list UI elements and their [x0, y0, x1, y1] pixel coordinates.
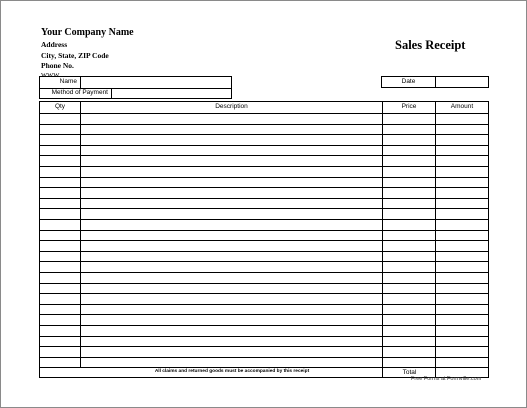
document-title: Sales Receipt — [395, 38, 466, 52]
row-divider — [40, 325, 488, 326]
row-divider — [40, 155, 488, 156]
header-amount: Amount — [450, 103, 474, 110]
row-divider — [40, 219, 488, 220]
row-divider — [40, 314, 488, 315]
row-divider — [40, 336, 488, 337]
company-block — [41, 27, 134, 82]
company-web: WWW — [41, 71, 60, 79]
formville-credit: Free Forms at Formville.com — [411, 376, 482, 382]
customer-info-box — [39, 76, 232, 99]
qty-column-divider — [80, 102, 81, 367]
row-divider — [40, 293, 488, 294]
row-divider — [40, 251, 488, 252]
company-city: City, State, ZIP Code — [41, 50, 109, 60]
date-label: Date — [382, 77, 436, 87]
row-divider — [40, 357, 488, 358]
row-divider — [40, 113, 488, 114]
total-label: Total — [402, 369, 417, 376]
row-divider — [40, 346, 488, 347]
company-phone: Phone No. — [41, 61, 74, 70]
row-divider — [40, 124, 488, 125]
row-divider — [40, 230, 488, 231]
payment-row — [40, 88, 231, 99]
payment-field[interactable] — [112, 88, 231, 99]
row-divider — [40, 304, 488, 305]
payment-label-cell — [40, 88, 112, 99]
claims-note: All claims and returned goods must be accompanied by this receipt — [154, 369, 310, 374]
row-divider — [40, 166, 488, 167]
row-divider — [40, 261, 488, 262]
name-label-cell — [40, 77, 81, 88]
row-divider — [40, 177, 488, 178]
name-label: Name — [59, 78, 77, 85]
company-address: Address — [41, 40, 68, 49]
row-divider — [40, 134, 488, 135]
header-description: Description — [215, 103, 248, 110]
row-divider — [40, 272, 488, 273]
row-divider — [40, 283, 488, 284]
header-qty: Qty — [54, 103, 66, 110]
company-name: Your Company Name — [41, 27, 134, 38]
date-box — [381, 76, 489, 88]
row-divider — [40, 240, 488, 241]
row-divider — [40, 187, 488, 188]
row-divider — [40, 208, 488, 209]
header-price: Price — [401, 103, 417, 110]
date-field[interactable] — [436, 77, 488, 87]
name-field[interactable] — [81, 77, 231, 88]
row-divider — [40, 145, 488, 146]
payment-label: Method of Payment — [51, 89, 108, 96]
row-divider — [40, 198, 488, 199]
items-table — [39, 101, 489, 378]
